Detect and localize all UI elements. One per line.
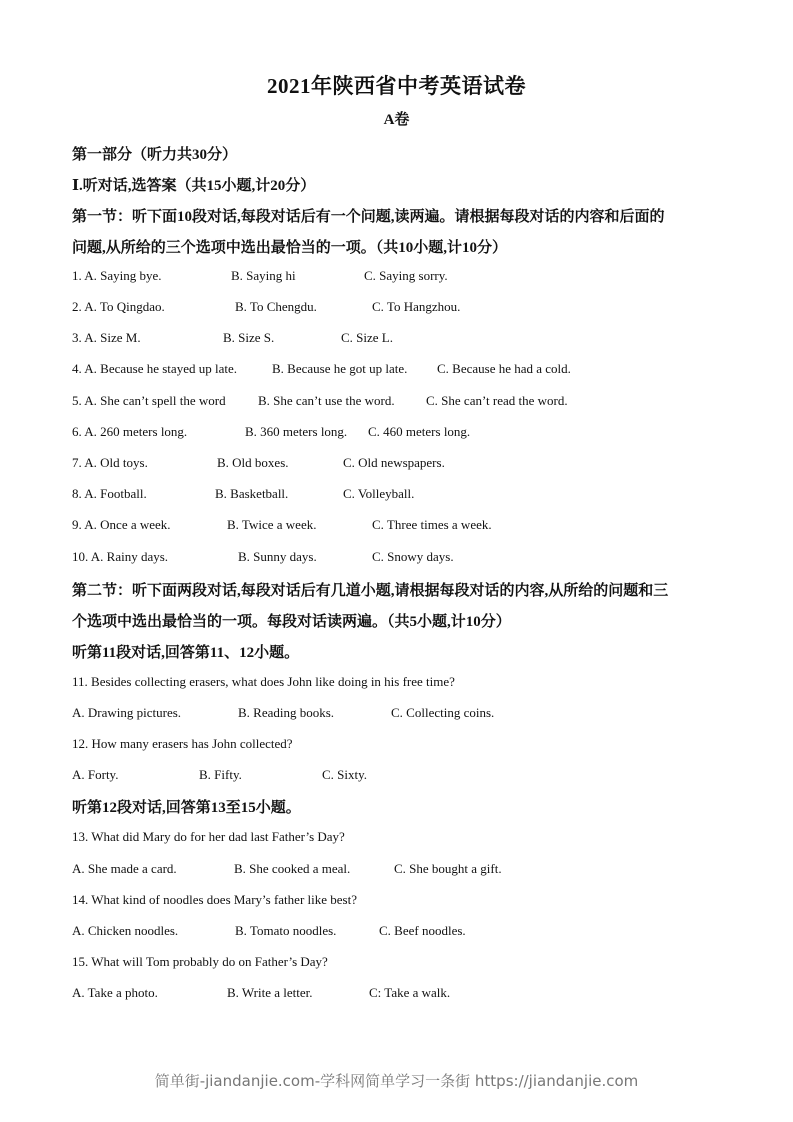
section1-instruction-line2: 问题,从所给的三个选项中选出最恰当的一项。（共10小题,计10分） — [72, 240, 508, 256]
option-b: B. Sunny days. — [238, 549, 317, 564]
option-b: B. Old boxes. — [217, 455, 289, 470]
option-b: B. Write a letter. — [227, 985, 313, 1000]
option-b: B. To Chengdu. — [235, 299, 317, 314]
dialog12-heading: 听第12段对话,回答第13至15小题。 — [72, 800, 301, 816]
option-a: 5. A. She can’t spell the word — [72, 393, 226, 408]
section2-instruction-line2: 个选项中选出最恰当的一项。每段对话读两遍。（共5小题,计10分） — [72, 614, 511, 630]
option-b: B. Fifty. — [199, 767, 242, 782]
option-c: C. Three times a week. — [372, 517, 492, 532]
dialog11-heading: 听第11段对话,回答第11、12小题。 — [72, 645, 300, 661]
page-title: 2021年陕西省中考英语试卷 — [267, 74, 526, 98]
option-c: C. Sixty. — [322, 767, 368, 782]
option-b: B. Reading books. — [238, 705, 335, 720]
option-a: 4. A. Because he stayed up late. — [72, 361, 237, 376]
option-a: 2. A. To Qingdao. — [72, 299, 165, 314]
section1-instruction-line1: 第一节：听下面10段对话,每段对话后有一个问题,读两遍。请根据每段对话的内容和后面的 — [72, 209, 665, 225]
option-a: 9. A. Once a week. — [72, 517, 171, 532]
option-a: A. Take a photo. — [72, 985, 158, 1000]
option-c: C: Take a walk. — [369, 985, 451, 1000]
question-14-text: 14. What kind of noodles does Mary’s father like best? — [72, 892, 357, 907]
option-b: B. Saying hi — [231, 268, 296, 283]
question-12-text: 12. How many erasers has John collected? — [72, 736, 293, 751]
option-c: C. Size L. — [341, 330, 393, 345]
option-b: B. Because he got up late. — [272, 361, 408, 376]
option-c: C. Old newspapers. — [343, 455, 445, 470]
option-c: C. Collecting coins. — [391, 705, 495, 720]
question-11-text: 11. Besides collecting erasers, what does John like doing in his free time? — [72, 674, 455, 689]
option-c: C. Saying sorry. — [364, 268, 448, 283]
option-c: C. Because he had a cold. — [437, 361, 571, 376]
option-a: A. She made a card. — [72, 861, 177, 876]
option-c: C. To Hangzhou. — [372, 299, 461, 314]
option-a: 8. A. Football. — [72, 486, 147, 501]
footer-watermark: 简单街-jiandanjie.com-学科网简单学习一条街 https://jiandanjie.com — [154, 1072, 639, 1090]
page-subtitle: A卷 — [383, 112, 410, 128]
option-a: A. Drawing pictures. — [72, 705, 182, 720]
section1-heading: Ⅰ.听对话,选答案（共15小题,计20分） — [72, 178, 316, 194]
option-b: B. Basketball. — [215, 486, 289, 501]
option-b: B. She can’t use the word. — [258, 393, 395, 408]
option-c: C. Beef noodles. — [379, 923, 466, 938]
option-b: B. Tomato noodles. — [235, 923, 337, 938]
option-a: 10. A. Rainy days. — [72, 549, 169, 564]
option-b: B. She cooked a meal. — [234, 861, 351, 876]
question-15-text: 15. What will Tom probably do on Father’s Day? — [72, 954, 328, 969]
question-13-text: 13. What did Mary do for her dad last Father’s Day? — [72, 829, 345, 844]
option-c: C. Volleyball. — [343, 486, 415, 501]
option-a: 1. A. Saying bye. — [72, 268, 162, 283]
option-a: A. Chicken noodles. — [72, 923, 179, 938]
section2-instruction-line1: 第二节：听下面两段对话,每段对话后有几道小题,请根据每段对话的内容,从所给的问题和三 — [72, 583, 669, 599]
option-a: A. Forty. — [72, 767, 119, 782]
option-a: 3. A. Size M. — [72, 330, 141, 345]
option-c: C. Snowy days. — [372, 549, 454, 564]
option-b: B. Size S. — [223, 330, 275, 345]
option-b: B. 360 meters long. — [245, 424, 348, 439]
part1-heading: 第一部分（听力共30分） — [72, 147, 238, 163]
option-c: C. She can’t read the word. — [426, 393, 568, 408]
option-c: C. She bought a gift. — [394, 861, 502, 876]
option-c: C. 460 meters long. — [368, 424, 471, 439]
option-a: 6. A. 260 meters long. — [72, 424, 188, 439]
option-a: 7. A. Old toys. — [72, 455, 148, 470]
option-b: B. Twice a week. — [227, 517, 317, 532]
